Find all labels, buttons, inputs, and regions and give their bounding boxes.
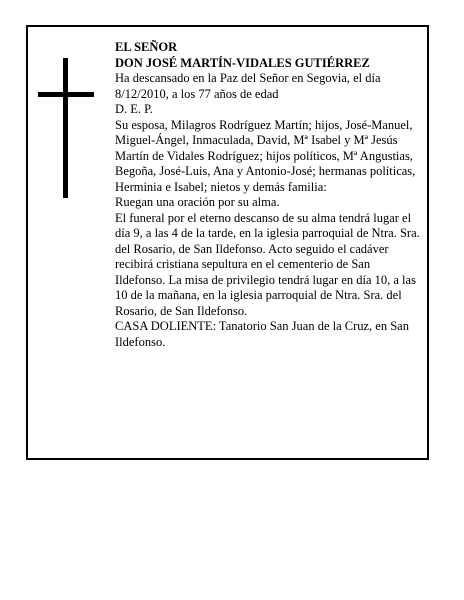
rip-line: D. E. P. [115,102,153,116]
cross-horizontal-bar [38,92,94,97]
funeral-details: El funeral por el eterno descanso de su alma tendrá lugar el día 9, a las 4 de la tarde, en la iglesia parroquial de Ntra. Sra. del Rosario, de San Ildefonso. Acto seguido el cadáver recibirá cristiana sepultura en el cementerio de San Ildefonso. La misa de privilegio tendrá lugar en día 10, a las 10 de la mañana, en la iglesia parroquial de Ntra. Sra. del Rosario, de San Ildefonso. [115,210,420,318]
prayer-request: Ruegan una oración por su alma. [115,195,280,209]
obituary-notice [26,25,429,460]
cross-icon [38,58,94,198]
cross-vertical-bar [63,58,68,198]
mourning-house: CASA DOLIENTE: Tanatorio San Juan de la Cruz, en San Ildefonso. [115,319,409,349]
deceased-name: DON JOSÉ MARTÍN-VIDALES GUTIÉRREZ [115,55,370,70]
family-list: Su esposa, Milagros Rodríguez Martín; hijos, José-Manuel, Miguel-Ángel, Inmaculada, David, Mª Isabel y Mª Jesús Martín de Vidales Rodríguez; hijos políticos, Mª Angustias, Begoña, José-Luis, Ana y Antonio-José; hermanas políticas, Herminia e Isabel; nietos y demás familia: [115,117,416,194]
death-statement: Ha descansado en la Paz del Señor en Segovia, el día 8/12/2010, a los 77 años de edad [115,71,381,101]
notice-text [115,40,423,350]
title-line-1: EL SEÑOR [115,40,178,54]
